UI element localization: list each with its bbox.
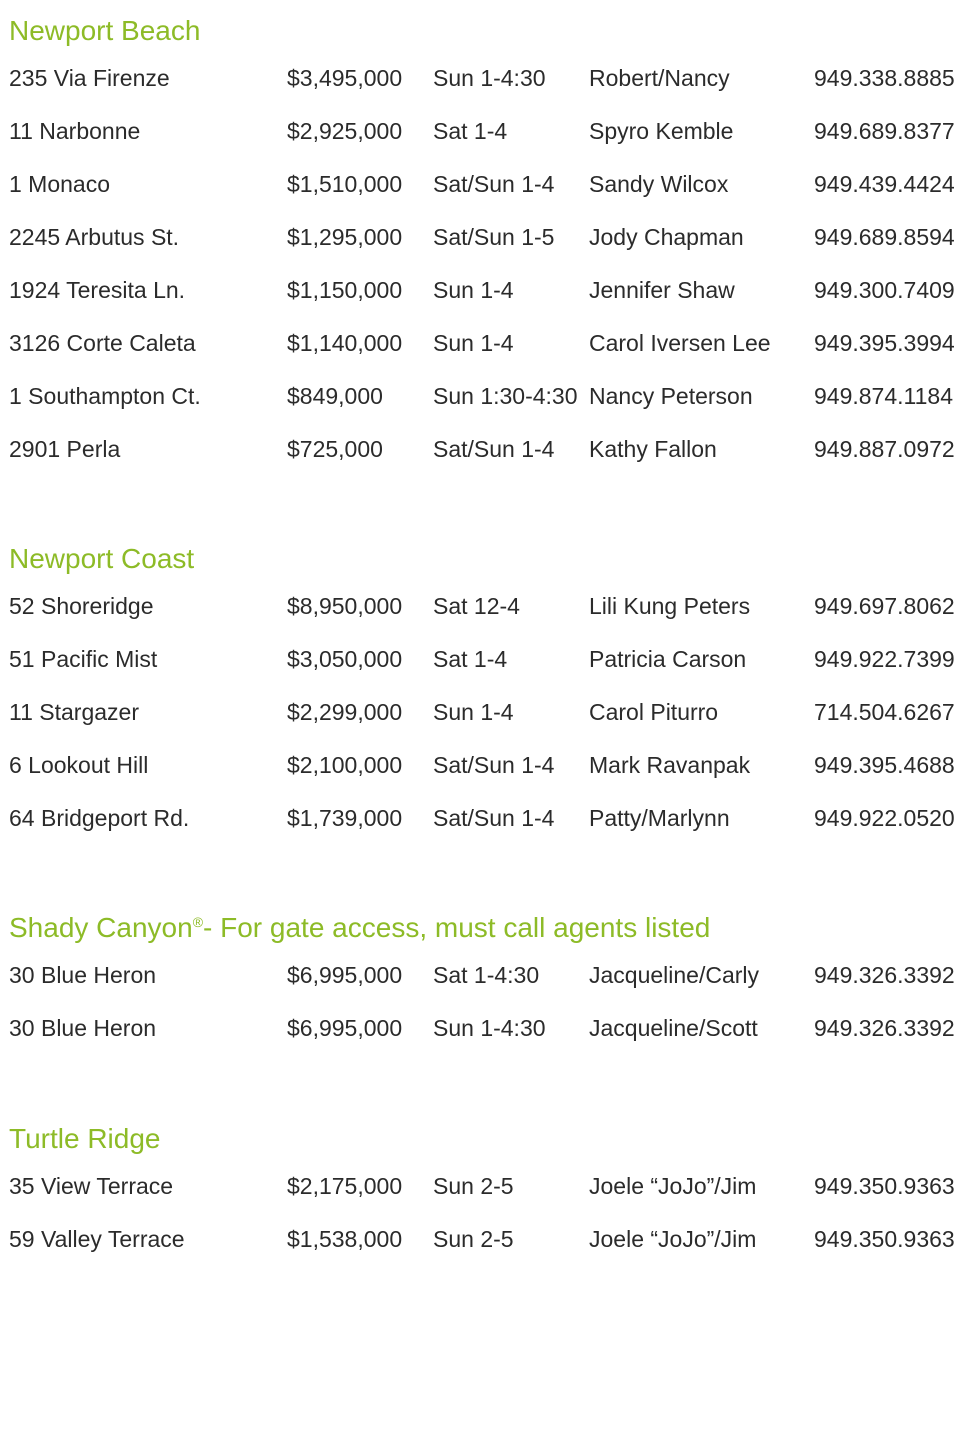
listing-price: $2,175,000 — [287, 1173, 403, 1199]
listing-open-time: Sat/Sun 1-4 — [433, 752, 555, 778]
listing-phone: 949.874.1184 — [814, 383, 953, 409]
listing-row — [9, 434, 969, 487]
listing-agent: Spyro Kemble — [589, 118, 734, 144]
listing-phone: 949.338.8885 — [814, 65, 955, 91]
listing-price: $6,995,000 — [287, 962, 403, 988]
listing-open-time: Sun 1-4:30 — [433, 65, 546, 91]
listing-agent: Carol Piturro — [589, 699, 719, 725]
listing-phone: 949.326.3392 — [814, 962, 955, 988]
listing-price: $3,495,000 — [287, 65, 403, 91]
listing-open-time: Sat/Sun 1-4 — [433, 436, 555, 462]
listing-list — [9, 591, 969, 856]
listing-row — [9, 169, 969, 222]
listing-row — [9, 750, 969, 803]
section-shady-canyon — [9, 910, 969, 1066]
section-title: Newport Coast — [9, 543, 195, 574]
listing-open-time: Sun 2-5 — [433, 1173, 514, 1199]
section-title — [9, 910, 969, 946]
listing-agent: Jennifer Shaw — [589, 277, 735, 303]
listing-row — [9, 960, 969, 1013]
listing-address: 51 Pacific Mist — [9, 646, 158, 672]
listing-phone: 949.350.9363 — [814, 1226, 955, 1252]
listing-phone: 949.689.8377 — [814, 118, 955, 144]
listing-open-time: Sat/Sun 1-4 — [433, 805, 555, 831]
listing-phone: 949.697.8062 — [814, 593, 955, 619]
listing-phone: 949.887.0972 — [814, 436, 955, 462]
section-newport-coast — [9, 541, 969, 856]
listing-agent: Jacqueline/Scott — [589, 1015, 758, 1041]
listing-open-time: Sat 1-4 — [433, 646, 508, 672]
listing-agent: Jacqueline/Carly — [589, 962, 760, 988]
listing-agent: Lili Kung Peters — [589, 593, 751, 619]
listing-row — [9, 803, 969, 856]
listing-list — [9, 960, 969, 1066]
listing-row — [9, 1171, 969, 1224]
listing-agent: Joele “JoJo”/Jim — [589, 1226, 757, 1252]
listing-price: $2,299,000 — [287, 699, 403, 725]
listing-open-time: Sun 1-4:30 — [433, 1015, 546, 1041]
listing-address: 1924 Teresita Ln. — [9, 277, 186, 303]
listing-address: 1 Southampton Ct. — [9, 383, 201, 409]
listing-agent: Carol Iversen Lee — [589, 330, 771, 356]
listing-price: $8,950,000 — [287, 593, 403, 619]
listing-phone: 949.300.7409 — [814, 277, 955, 303]
listing-list — [9, 1171, 969, 1277]
listing-agent: Patricia Carson — [589, 646, 747, 672]
listing-address: 52 Shoreridge — [9, 593, 154, 619]
listing-agent: Mark Ravanpak — [589, 752, 751, 778]
listing-open-time: Sat/Sun 1-5 — [433, 224, 555, 250]
listing-price: $3,050,000 — [287, 646, 403, 672]
listing-row — [9, 116, 969, 169]
listing-row — [9, 275, 969, 328]
listing-row — [9, 1224, 969, 1277]
listing-open-time: Sun 1-4 — [433, 330, 514, 356]
listing-row — [9, 222, 969, 275]
listing-open-time: Sat/Sun 1-4 — [433, 171, 555, 197]
listing-agent: Jody Chapman — [589, 224, 744, 250]
listing-phone: 949.689.8594 — [814, 224, 955, 250]
listing-phone: 714.504.6267 — [814, 699, 955, 725]
listing-price: $1,538,000 — [287, 1226, 403, 1252]
listing-price: $1,510,000 — [287, 171, 403, 197]
listing-row — [9, 591, 969, 644]
listing-open-time: Sat 1-4:30 — [433, 962, 540, 988]
listing-agent: Sandy Wilcox — [589, 171, 729, 197]
section-title-name: Shady Canyon — [9, 912, 193, 943]
listing-row — [9, 697, 969, 750]
listing-agent: Robert/Nancy — [589, 65, 730, 91]
listing-row — [9, 1013, 969, 1066]
listing-address: 2901 Perla — [9, 436, 121, 462]
listing-price: $1,739,000 — [287, 805, 403, 831]
listing-list — [9, 63, 969, 487]
listing-address: 30 Blue Heron — [9, 1015, 157, 1041]
section-title: Newport Beach — [9, 15, 201, 46]
listing-address: 235 Via Firenze — [9, 65, 170, 91]
listing-address: 3126 Corte Caleta — [9, 330, 196, 356]
listing-address: 2245 Arbutus St. — [9, 224, 180, 250]
listing-price: $1,150,000 — [287, 277, 403, 303]
listing-phone: 949.395.3994 — [814, 330, 955, 356]
listing-row — [9, 63, 969, 116]
listing-open-time: Sat 12-4 — [433, 593, 520, 619]
listing-agent: Kathy Fallon — [589, 436, 717, 462]
listing-price: $849,000 — [287, 383, 383, 409]
listing-phone: 949.395.4688 — [814, 752, 955, 778]
section-newport-beach — [9, 13, 969, 487]
listing-open-time: Sun 1-4 — [433, 277, 514, 303]
listing-phone: 949.922.7399 — [814, 646, 955, 672]
listing-phone: 949.326.3392 — [814, 1015, 955, 1041]
listing-row — [9, 328, 969, 381]
listing-price: $2,100,000 — [287, 752, 403, 778]
listing-open-time: Sat 1-4 — [433, 118, 508, 144]
section-title: Turtle Ridge — [9, 1123, 161, 1154]
section-title-note: - For gate access, must call agents listed — [203, 912, 711, 943]
listing-address: 1 Monaco — [9, 171, 111, 197]
listing-address: 30 Blue Heron — [9, 962, 157, 988]
listing-address: 35 View Terrace — [9, 1173, 174, 1199]
listing-row — [9, 381, 969, 434]
listing-phone: 949.922.0520 — [814, 805, 955, 831]
listing-phone: 949.439.4424 — [814, 171, 955, 197]
listing-agent: Joele “JoJo”/Jim — [589, 1173, 757, 1199]
listing-row — [9, 644, 969, 697]
listing-address: 64 Bridgeport Rd. — [9, 805, 190, 831]
registered-mark: ® — [192, 914, 204, 930]
listing-price: $1,140,000 — [287, 330, 403, 356]
listing-agent: Nancy Peterson — [589, 383, 753, 409]
listing-address: 11 Stargazer — [9, 699, 139, 725]
listing-address: 11 Narbonne — [9, 118, 141, 144]
listing-open-time: Sun 1:30-4:30 — [433, 383, 578, 409]
listing-price: $2,925,000 — [287, 118, 403, 144]
section-turtle-ridge — [9, 1121, 969, 1277]
listing-price: $725,000 — [287, 436, 383, 462]
listing-open-time: Sun 2-5 — [433, 1226, 514, 1252]
listing-address: 6 Lookout Hill — [9, 752, 149, 778]
listing-agent: Patty/Marlynn — [589, 805, 730, 831]
listing-address: 59 Valley Terrace — [9, 1226, 185, 1252]
listing-price: $6,995,000 — [287, 1015, 403, 1041]
listing-price: $1,295,000 — [287, 224, 403, 250]
listing-open-time: Sun 1-4 — [433, 699, 514, 725]
listing-phone: 949.350.9363 — [814, 1173, 955, 1199]
